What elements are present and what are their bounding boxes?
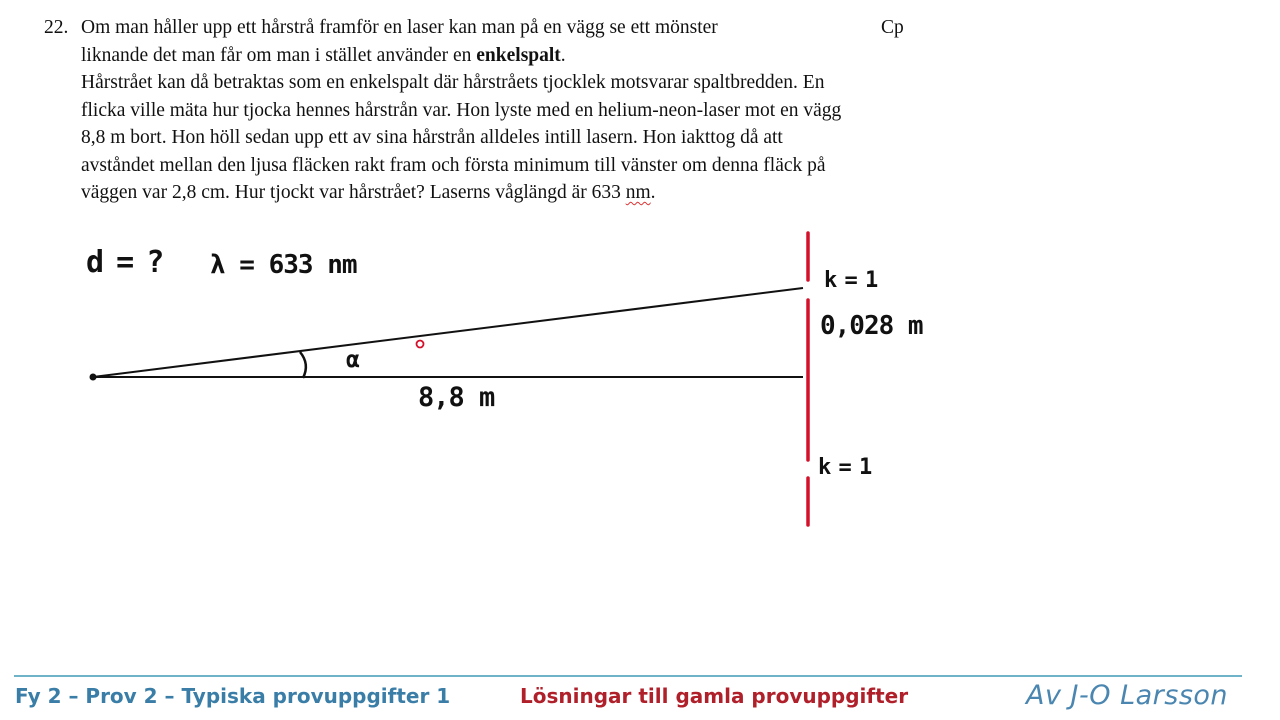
footer-divider bbox=[14, 675, 1242, 677]
offset-label: 0,028 m bbox=[820, 311, 923, 341]
problem-line-3: Hårstrået kan då betraktas som en enkelspalt där hårstråets tjocklek motsvarar spaltbredden. En bbox=[81, 72, 825, 93]
angle-arc bbox=[300, 352, 306, 378]
problem-line-7: väggen var 2,8 cm. Hur tjockt var hårstrået? Laserns våglängd är 633 nm. bbox=[81, 182, 656, 203]
order-label-bottom: k = 1 bbox=[818, 455, 870, 480]
problem-line-4: flicka ville mäta hur tjocka hennes hårstrån var. Hon lyste med en helium-neon-laser mot en vägg bbox=[81, 99, 842, 121]
spellcheck-word: nm bbox=[625, 182, 651, 203]
difficulty-tag: Cp bbox=[881, 17, 904, 38]
problem-line-1: Om man håller upp ett hårstrå framför en laser kan man på en vägg se ett mönster bbox=[81, 17, 718, 38]
footer-course-title: Fy 2 – Prov 2 – Typiska provuppgifter 1 bbox=[15, 684, 451, 708]
problem-line-2: liknande det man får om man i stället använder en enkelspalt. bbox=[81, 44, 566, 66]
wavelength-label: λ = 633 nm bbox=[210, 250, 357, 280]
cursor-marker bbox=[417, 341, 424, 348]
problem-line-6: avståndet mellan den ljusa fläcken rakt fram och första minimum till vänster om denna fläck på bbox=[81, 154, 826, 176]
distance-label: 8,8 m bbox=[418, 382, 495, 413]
angle-label: α bbox=[346, 347, 360, 373]
footer-author: Av J-O Larsson bbox=[1026, 680, 1229, 711]
problem-number: 22. bbox=[44, 17, 69, 38]
keyword-enkelspalt: enkelspalt bbox=[476, 44, 561, 66]
laser-point bbox=[90, 374, 97, 381]
unknown-thickness-label: d = ? bbox=[86, 245, 162, 280]
problem-line-5: 8,8 m bort. Hon höll sedan upp ett av sina hårstrån alldeles intill lasern. Hon iakttog då att bbox=[81, 127, 783, 148]
ray-to-minimum bbox=[93, 288, 803, 377]
footer-subtitle: Lösningar till gamla provuppgifter bbox=[520, 684, 909, 708]
order-label-top: k = 1 bbox=[824, 268, 876, 293]
